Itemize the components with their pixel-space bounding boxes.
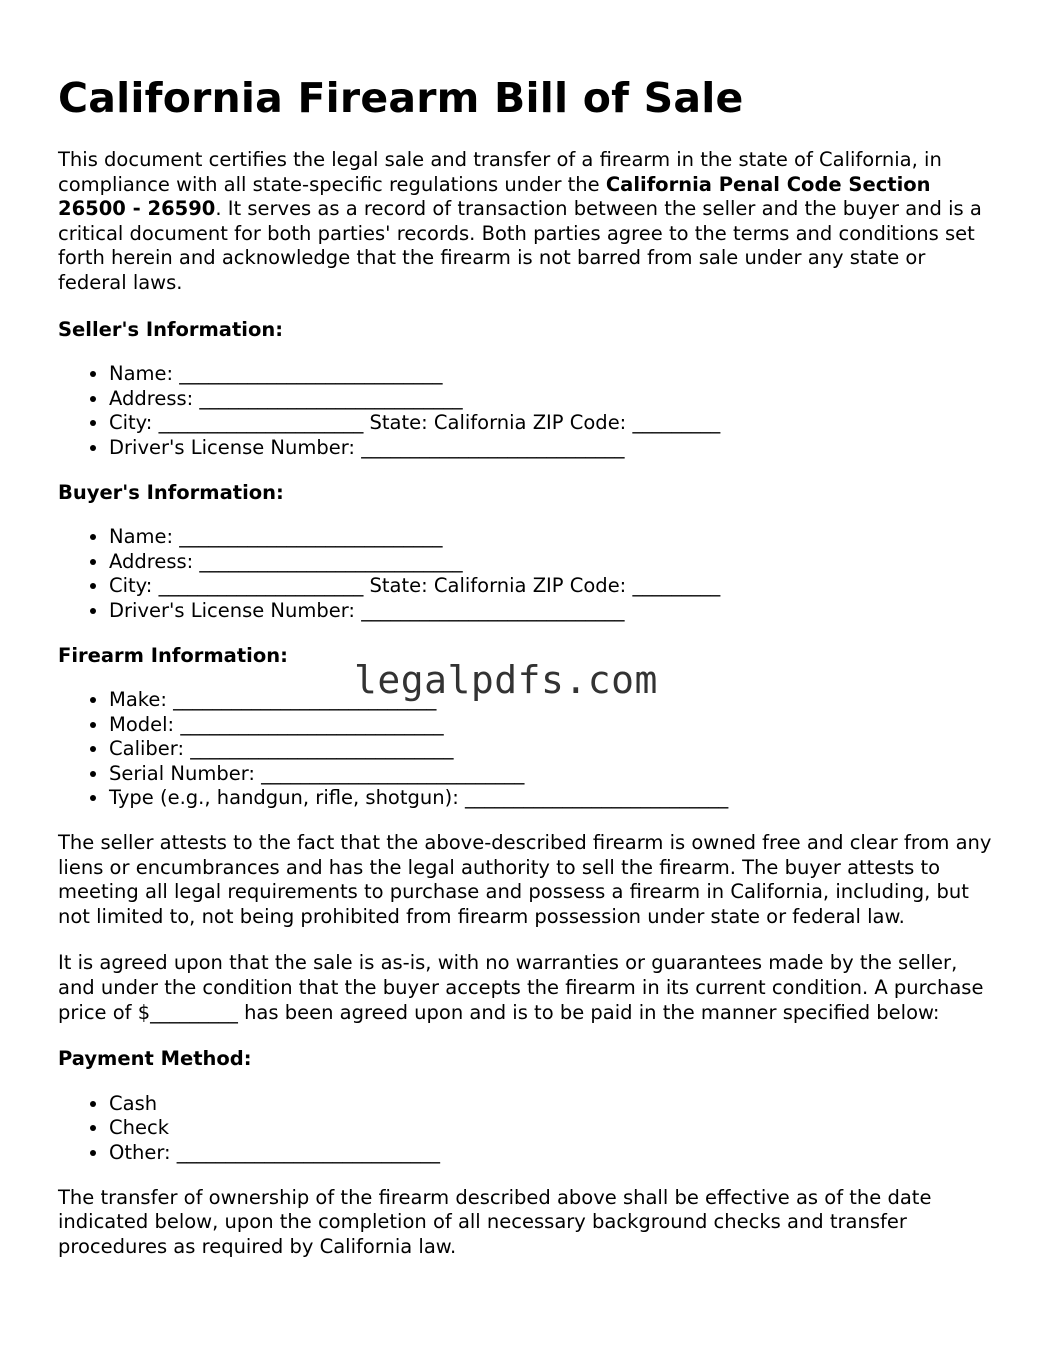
firearm-list [58, 688, 993, 811]
payment-heading: Payment Method: [58, 1047, 252, 1071]
seller-list [58, 362, 993, 460]
seller-heading: Seller's Information: [58, 317, 284, 341]
buyer-heading: Buyer's Information: [58, 480, 284, 504]
seller-address-field[interactable]: • Address: ___________________________ [109, 387, 993, 412]
intro-text-1: This document certifies the legal sale and transfer of a firearm in the state of California, in compliance with all state-specific regulations under the [58, 148, 942, 196]
transfer-paragraph: The transfer of ownership of the firearm described above shall be effective as of the date indicated below, upon the completion of all necessary background checks and transfer procedures as required by California law. [58, 1185, 932, 1258]
payment-option-other[interactable]: • Other: ___________________________ [109, 1141, 993, 1166]
penal-code-reference: California Penal Code Section 26500 - 26590 [58, 172, 931, 221]
seller-name-field[interactable]: • Name: ___________________________ [109, 362, 993, 387]
payment-option-check[interactable]: • Check [109, 1116, 993, 1141]
firearm-heading: Firearm Information: [58, 643, 288, 667]
buyer-license-field[interactable]: • Driver's License Number: ___________________________ [109, 599, 993, 624]
buyer-address-field[interactable]: • Address: ___________________________ [109, 550, 993, 575]
seller-license-field[interactable]: • Driver's License Number: ___________________________ [109, 436, 993, 461]
firearm-model-field[interactable]: • Model: ___________________________ [109, 713, 993, 738]
payment-list [58, 1092, 993, 1166]
firearm-serial-field[interactable]: • Serial Number: ___________________________ [109, 762, 993, 787]
seller-city-state-zip-field[interactable]: • City: _____________________ State: California ZIP Code: _________ [109, 411, 993, 436]
intro-text-2: . It serves as a record of transaction between the seller and the buyer and is a critical document for both parties' records. Both parties agree to the terms and conditions set forth herein and acknowledge that the firearm is not barred from sale under any state or federal laws. [58, 197, 982, 294]
payment-option-cash[interactable]: • Cash [109, 1092, 993, 1117]
firearm-caliber-field[interactable]: • Caliber: ___________________________ [109, 737, 993, 762]
attestation-paragraph: The seller attests to the fact that the above-described firearm is owned free and clear from any liens or encumbrances and has the legal authority to sell the firearm. The buyer attests to meeting all legal requirements to purchase and possess a firearm in California, including, but not limited to, not being prohibited from firearm possession under state or federal law. [58, 831, 992, 928]
buyer-city-state-zip-field[interactable]: • City: _____________________ State: California ZIP Code: _________ [109, 574, 993, 599]
watermark-text: legalpdfs.com [354, 658, 658, 702]
agreement-paragraph: It is agreed upon that the sale is as-is, with no warranties or guarantees made by the seller, and under the condition that the buyer accepts the firearm in its current condition. A purchase price of $_________ has been agreed upon and is to be paid in the manner specified below: [58, 951, 984, 1024]
document-title: California Firearm Bill of Sale [58, 74, 744, 122]
firearm-make-field[interactable]: • Make: ___________________________ [109, 688, 993, 713]
intro-paragraph [58, 148, 993, 296]
buyer-list [58, 525, 993, 623]
firearm-type-field[interactable]: • Type (e.g., handgun, rifle, shotgun): ___________________________ [109, 786, 993, 811]
buyer-name-field[interactable]: • Name: ___________________________ [109, 525, 993, 550]
